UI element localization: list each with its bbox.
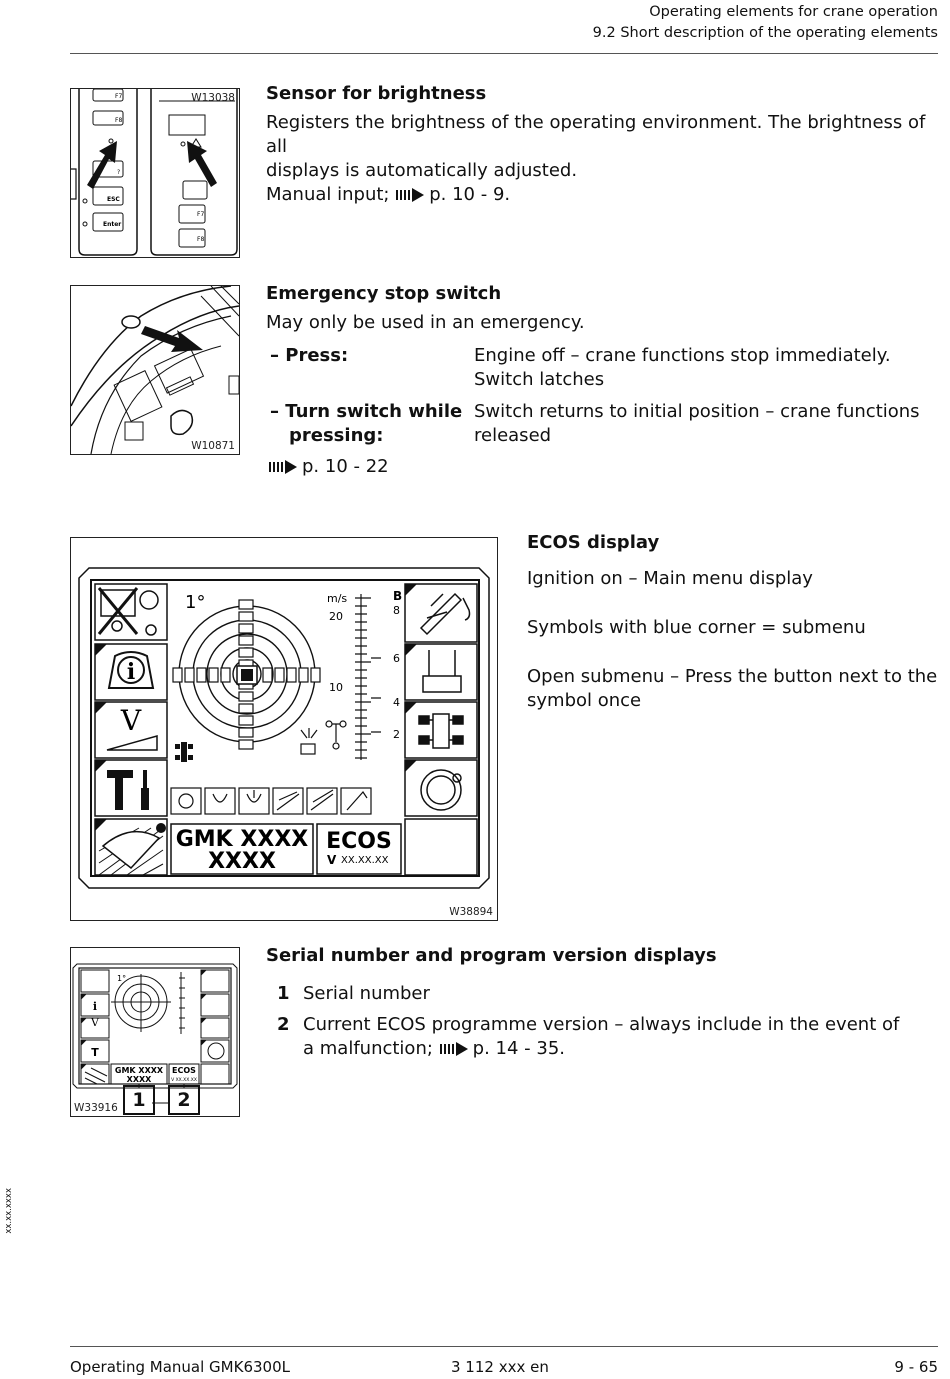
volume-icon-letter: V bbox=[120, 704, 142, 737]
right-icon-column bbox=[405, 584, 477, 875]
manual-input-label: Manual input; bbox=[266, 184, 390, 205]
serial-item-1-text: Serial number bbox=[303, 983, 430, 1004]
header-chapter bbox=[593, 2, 938, 44]
turn-text-line-1: Switch returns to initial position – crane functions bbox=[474, 401, 920, 422]
serial-item-2-line-1: Current ECOS programme version – always include in the event of bbox=[303, 1014, 900, 1035]
serial-item-2-num: 2 bbox=[277, 1014, 290, 1035]
header-line-2: 9.2 Short description of the operating elements bbox=[592, 25, 938, 41]
serial-figure-id: W33916 bbox=[74, 1102, 118, 1114]
ecos-paragraph-3 bbox=[527, 665, 947, 713]
press-text-line-1: Engine off – crane functions stop immediately. bbox=[474, 345, 891, 366]
serial-item-2-number bbox=[277, 1013, 290, 1037]
scale-6: 6 bbox=[393, 652, 400, 665]
steering-disabled-icon bbox=[99, 588, 158, 635]
serial-item-1-num: 1 bbox=[277, 983, 290, 1004]
serial-item-2-line-2 bbox=[303, 1037, 943, 1061]
mini-icon-v: V bbox=[91, 1016, 99, 1029]
brightness-sensor-illustration bbox=[71, 89, 239, 257]
footer-rule bbox=[70, 1346, 938, 1347]
key-help: ? bbox=[117, 169, 121, 176]
key-f7-left: F7 bbox=[115, 93, 123, 100]
brightness-manual-input bbox=[266, 183, 946, 207]
brightness-sensor-figure bbox=[70, 88, 240, 258]
footer-document-number: 3 112 xxx en bbox=[451, 1358, 549, 1376]
mini-version: V XX.XX.XX bbox=[171, 1078, 197, 1083]
ecos-display-illustration bbox=[71, 538, 497, 920]
wind-scale-10: 10 bbox=[329, 681, 343, 694]
ecos-paragraph-1: Ignition on – Main menu display bbox=[527, 568, 813, 589]
ecos-paragraph-2: Symbols with blue corner = submenu bbox=[527, 617, 866, 638]
level-icon bbox=[421, 770, 461, 810]
emergency-title: Emergency stop switch bbox=[266, 283, 502, 304]
serial-number-illustration bbox=[71, 948, 239, 1116]
brightness-figure-id: W13038 bbox=[191, 92, 235, 104]
side-document-code: xx.xx.xxxx bbox=[4, 1188, 14, 1234]
emergency-item-turn-label bbox=[270, 400, 470, 448]
scale-2: 2 bbox=[393, 728, 400, 741]
brightness-title: Sensor for brightness bbox=[266, 83, 487, 104]
model-line-2: XXXX bbox=[208, 849, 276, 874]
serial-title: Serial number and program version displays bbox=[266, 945, 717, 966]
scale-label-b: B bbox=[393, 589, 403, 603]
slewing-icon bbox=[99, 823, 166, 875]
serial-item-2-prefix: a malfunction; bbox=[303, 1038, 433, 1059]
emergency-item-turn-text bbox=[474, 400, 944, 448]
reference-arrow-icon bbox=[395, 188, 425, 202]
tools-icon bbox=[107, 770, 149, 810]
press-label: – Press: bbox=[270, 345, 349, 366]
wind-unit: m/s bbox=[327, 592, 348, 605]
reference-arrow-icon bbox=[439, 1042, 469, 1056]
callout-program-version: 2 bbox=[168, 1085, 200, 1115]
turn-text-line-2: released bbox=[474, 425, 552, 446]
serial-item-1-number bbox=[277, 982, 290, 1006]
chassis-icon bbox=[419, 714, 463, 748]
brightness-description bbox=[266, 111, 946, 207]
crane-boom-icon bbox=[421, 594, 470, 634]
svg-text:i: i bbox=[126, 659, 136, 685]
outrigger-icon bbox=[423, 650, 461, 692]
version-number: XX.XX.XX bbox=[341, 855, 389, 866]
turn-label-line-1: – Turn switch while bbox=[270, 401, 463, 422]
footer-page-number: 9 - 65 bbox=[894, 1358, 938, 1376]
emergency-reference bbox=[268, 455, 389, 479]
model-line-1: GMK XXXX bbox=[175, 827, 309, 852]
serial-item-2-text bbox=[303, 1013, 943, 1061]
emergency-stop-figure bbox=[70, 285, 240, 455]
svg-text:T: T bbox=[91, 1046, 99, 1059]
press-text-line-2: Switch latches bbox=[474, 369, 605, 390]
scale-8: 8 bbox=[393, 604, 400, 617]
volume-icon bbox=[107, 704, 157, 750]
emergency-stop-illustration bbox=[71, 286, 239, 454]
serial-item-2-reference[interactable]: p. 14 - 35. bbox=[472, 1038, 565, 1059]
serial-number-figure bbox=[70, 947, 240, 1117]
version-prefix: V bbox=[327, 853, 337, 867]
ecos-paragraph-3-line-1: Open submenu – Press the button next to the bbox=[527, 666, 938, 687]
ecos-figure-id: W38894 bbox=[449, 906, 493, 918]
scale-4: 4 bbox=[393, 696, 400, 709]
key-f8-right: F8 bbox=[197, 236, 205, 243]
brightness-text-2: displays is automatically adjusted. bbox=[266, 160, 578, 181]
info-icon bbox=[109, 652, 153, 688]
ecos-title: ECOS display bbox=[527, 532, 660, 553]
footer-manual-title: Operating Manual GMK6300L bbox=[70, 1358, 290, 1376]
emergency-item-press-text bbox=[474, 344, 944, 392]
emergency-item-press-label bbox=[270, 344, 470, 368]
callout-serial-number: 1 bbox=[123, 1085, 155, 1115]
mini-model-line-1: GMK XXXX bbox=[114, 1066, 164, 1075]
level-center-marker bbox=[241, 669, 253, 681]
mini-chassis-icon bbox=[175, 742, 193, 762]
anemometer-icon bbox=[326, 721, 346, 749]
key-f8-left: F8 bbox=[115, 117, 123, 124]
wind-speed-scale bbox=[326, 589, 402, 760]
tilt-angle-label: 1° bbox=[185, 592, 206, 613]
mini-model-line-2: XXXX bbox=[126, 1075, 152, 1084]
manual-input-reference[interactable]: p. 10 - 9. bbox=[429, 184, 511, 205]
key-enter: Enter bbox=[103, 221, 122, 228]
ecos-paragraph-3-line-2: symbol once bbox=[527, 690, 642, 711]
emergency-reference-link[interactable]: p. 10 - 22 bbox=[302, 456, 389, 477]
svg-text:i: i bbox=[92, 1000, 98, 1013]
mini-ecos-label: ECOS bbox=[172, 1066, 196, 1075]
emergency-intro: May only be used in an emergency. bbox=[266, 312, 585, 333]
key-esc: ESC bbox=[107, 196, 120, 203]
ecos-label: ECOS bbox=[326, 829, 392, 854]
turn-label-line-2: pressing: bbox=[289, 425, 384, 446]
wind-scale-20: 20 bbox=[329, 610, 343, 623]
ecos-display-figure bbox=[70, 537, 498, 921]
brightness-text-1: Registers the brightness of the operating environment. The brightness of all bbox=[266, 112, 926, 157]
header-line-1: Operating elements for crane operation bbox=[649, 4, 938, 20]
mini-angle: 1° bbox=[117, 974, 127, 983]
emergency-figure-id: W10871 bbox=[191, 440, 235, 452]
reference-arrow-icon bbox=[268, 460, 298, 474]
bottom-function-icons bbox=[171, 788, 371, 814]
key-f7-right: F7 bbox=[197, 211, 205, 218]
header-rule bbox=[70, 53, 938, 54]
mini-lift-icon bbox=[301, 728, 317, 754]
